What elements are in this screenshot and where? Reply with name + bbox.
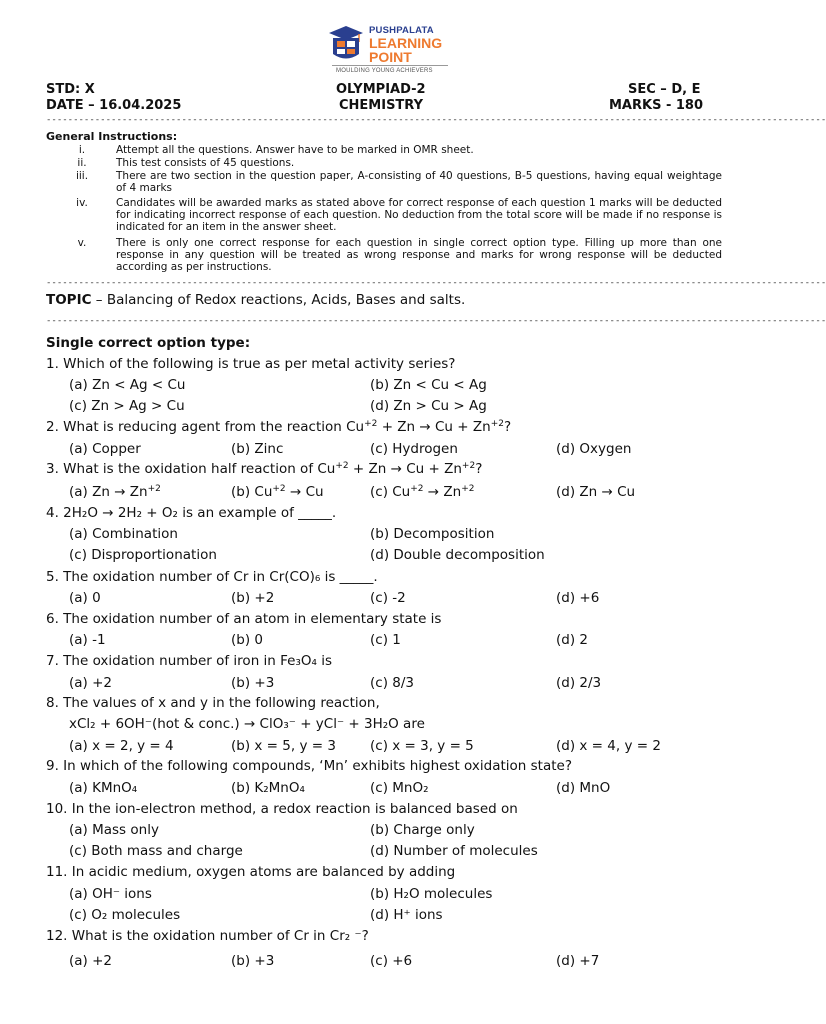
option-a: (a) 0 (69, 590, 101, 606)
logo-line2: LEARNING (369, 35, 443, 51)
option-b: (b) Zn < Cu < Ag (370, 377, 487, 393)
section-label: SEC – D, E (628, 82, 701, 97)
question-text: 9. In which of the following compounds, ‘Mn’ exhibits highest oxidation state? (46, 758, 572, 774)
option-c: (c) x = 3, y = 5 (370, 738, 474, 754)
question-text: 7. The oxidation number of iron in Fe₃O₄ is (46, 653, 332, 669)
option-c: (c) O₂ molecules (69, 907, 181, 923)
option-a: (a) Copper (69, 441, 141, 457)
instructions-title: General Instructions: (46, 130, 178, 143)
option-b: (b) H₂O molecules (370, 886, 493, 902)
question-text: 3. What is the oxidation half reaction of $Cu^{+2} + Zn \to Cu + Zn^{+2}$? (46, 461, 483, 477)
option-a: (a) Mass only (69, 822, 159, 838)
option-d: (d) H⁺ ions (370, 907, 443, 923)
option-d: (d) x = 4, y = 2 (556, 738, 661, 754)
question-text: 5. The oxidation number of Cr in Cr(CO)₆ is _____. (46, 569, 378, 585)
question-text: 4. 2H₂O → 2H₂ + O₂ is an example of _____. (46, 505, 337, 521)
logo-line3: POINT (369, 49, 412, 65)
option-d: (d) 2/3 (556, 675, 602, 691)
instruction-item: v. There is only one correct response for each question in single correct option type. Filling up more than one response in any question will be treated as wrong response and marks for wrong response will be deducted according as per instructions. (77, 237, 722, 273)
instruction-item: ii. This test consists of 45 questions. (77, 157, 295, 169)
option-c: (c) 1 (370, 632, 401, 648)
option-d: (d) Oxygen (556, 441, 632, 457)
school-logo (326, 24, 456, 80)
option-b: (b) K₂MnO₄ (231, 780, 305, 796)
option-a: (a) Combination (69, 526, 178, 542)
option-a: (a) OH⁻ ions (69, 886, 152, 902)
instruction-item: iv. Candidates will be awarded marks as stated above for correct response of each question 1 marks will be deducted for indicating incorrect response of each question. No deduction from the total score will be made if no response is indicated for an item in the answer sheet. (76, 197, 722, 233)
option-b: (b) Decomposition (370, 526, 495, 542)
option-b: (b) Charge only (370, 822, 475, 838)
question-equation: xCl₂ + 6OH⁻(hot & conc.) → ClO₃⁻ + yCl⁻ + 3H₂O are (69, 716, 425, 732)
logo-tagline: MOULDING YOUNG ACHIEVERS (336, 68, 433, 74)
option-c: (c) -2 (370, 590, 406, 606)
option-c: (c) Disproportionation (69, 547, 217, 563)
instruction-item: iii. There are two section in the question paper, A-consisting of 40 questions, B-5 questions, having equal weightage of 4 marks (75, 170, 722, 194)
option-a: (a) x = 2, y = 4 (69, 738, 174, 754)
separator-line: ------------------------------------------------------------------------------------------------------------------------------------------------ (46, 115, 826, 125)
question-text: 10. In the ion-electron method, a redox reaction is balanced based on (46, 801, 518, 817)
total-marks: MARKS - 180 (609, 98, 704, 113)
question-text: 12. What is the oxidation number of Cr in Cr₂ ⁻? (46, 928, 369, 944)
option-b: (b) $Cu^{+2} \to Cu$ (231, 484, 324, 500)
option-b: (b) 0 (231, 632, 263, 648)
option-c: (c) +6 (370, 953, 413, 969)
option-d: (d) Zn → Cu (556, 484, 636, 500)
mortarboard-emblem-icon (326, 24, 366, 64)
option-d: (d) MnO (556, 780, 611, 796)
option-a: (a) +2 (69, 675, 112, 691)
logo-line1: PUSHPALATA (369, 25, 434, 36)
option-b: (b) +3 (231, 675, 275, 691)
section-title: Single correct option type: (46, 335, 251, 351)
subject-name: CHEMISTRY (339, 98, 424, 113)
option-c: (c) Zn > Ag > Cu (69, 398, 185, 414)
question-text: 11. In acidic medium, oxygen atoms are balanced by adding (46, 864, 456, 880)
option-c: (c) 8/3 (370, 675, 414, 691)
option-c: (c) MnO₂ (370, 780, 429, 796)
option-b: (b) x = 5, y = 3 (231, 738, 336, 754)
option-c: (c) Both mass and charge (69, 843, 243, 859)
option-d: (d) Zn > Cu > Ag (370, 398, 487, 414)
option-a: (a) KMnO₄ (69, 780, 138, 796)
instruction-item: i. Attempt all the questions. Answer have to be marked in OMR sheet. (78, 144, 474, 156)
option-d: (d) +6 (556, 590, 600, 606)
option-a: (a) Zn < Ag < Cu (69, 377, 186, 393)
option-c: (c) $Cu^{+2} \to Zn^{+2}$ (370, 484, 475, 500)
question-text: 6. The oxidation number of an atom in elementary state is (46, 611, 442, 627)
option-d: (d) 2 (556, 632, 588, 648)
question-text: 1. Which of the following is true as per metal activity series? (46, 356, 456, 372)
std-label: STD: X (46, 82, 95, 97)
topic-line: TOPIC – Balancing of Redox reactions, Acids, Bases and salts. (46, 292, 466, 308)
exam-name: OLYMPIAD-2 (336, 82, 426, 97)
option-d: (d) +7 (556, 953, 600, 969)
separator-line: ------------------------------------------------------------------------------------------------------------------------------------------------ (46, 278, 826, 288)
option-a: (a) $Zn \to Zn^{+2}$ (69, 484, 161, 500)
option-a: (a) +2 (69, 953, 112, 969)
option-c: (c) Hydrogen (370, 441, 458, 457)
separator-line: ------------------------------------------------------------------------------------------------------------------------------------------------ (46, 316, 826, 326)
option-b: (b) +2 (231, 590, 275, 606)
option-b: (b) Zinc (231, 441, 284, 457)
question-text: 2. What is reducing agent from the reaction $Cu^{+2} + Zn \to Cu + Zn^{+2}$? (46, 419, 512, 435)
question-text: 8. The values of x and y in the following reaction, (46, 695, 380, 711)
option-a: (a) -1 (69, 632, 106, 648)
option-d: (d) Number of molecules (370, 843, 538, 859)
option-b: (b) +3 (231, 953, 275, 969)
exam-date: DATE – 16.04.2025 (46, 98, 182, 113)
option-d: (d) Double decomposition (370, 547, 545, 563)
